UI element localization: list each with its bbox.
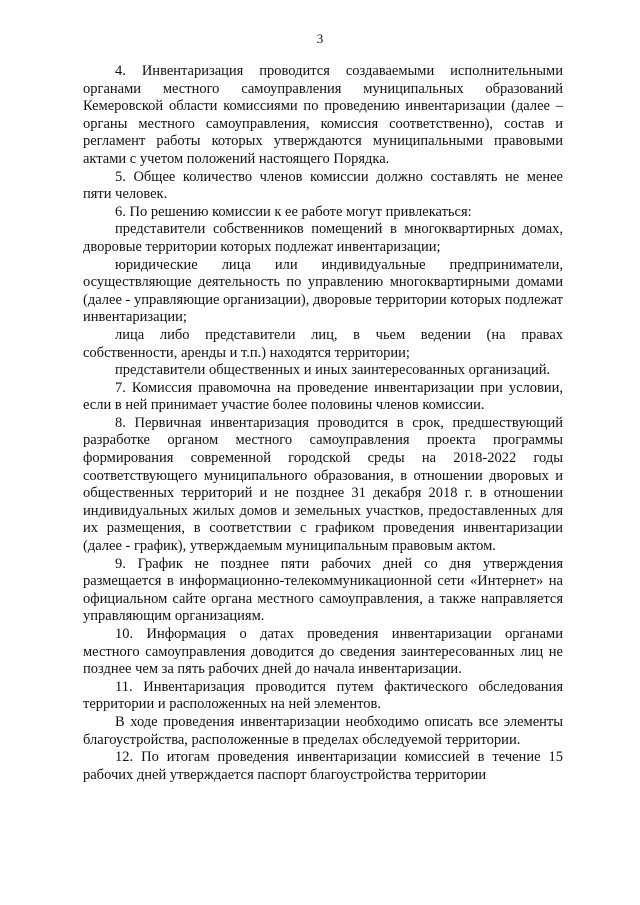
paragraph-9: 9. График не позднее пяти рабочих дней со дня утверждения размещается в информационно-телекоммуникационной сети «Интернет» на официальном сайте органа местного самоуправления, а также направляется управляющим организациям. [83,555,563,625]
list-item-management-organizations: юридические лица или индивидуальные предприниматели, осуществляющие деятельность по управлению многоквартирными домами (далее - управляющие организации), дворовые территории которых подлежат инвентаризации; [83,256,563,326]
paragraph-10: 10. Информация о датах проведения инвентаризации органами местного самоуправления доводится до сведения заинтересованных лиц не позднее чем за пять рабочих дней до начала инвентаризации. [83,626,563,678]
paragraph-7: 7. Комиссия правомочна на проведение инвентаризации при условии, если в ней принимает участие более половины членов комиссии. [83,379,563,414]
list-item-public-organizations: представители общественных и иных заинтересованных организаций. [115,362,551,379]
paragraph-8: 8. Первичная инвентаризация проводится в срок, предшествующий разработке органом местного самоуправления проекта программы формирования современной городской среды на 2018-2022 годы соответствующего муниципального образования, в отношении дворовых и общественных территорий и не позднее 31 декабря 2018 г. в отношении индивидуальных жилых домов и земельных участков, предоставленных для их размещения, в соответствии с графиком проведения инвентаризации (далее - график), утверждаемым муниципальным правовым актом. [83,414,563,555]
list-item-owners: представители собственников помещений в многоквартирных домах, дворовые территории которых подлежат инвентаризации; [83,221,563,255]
paragraph-11-continued: В ходе проведения инвентаризации необходимо описать все элементы благоустройства, расположенные в пределах обследуемой территории. [83,713,563,748]
paragraph-4: 4. Инвентаризация проводится создаваемыми исполнительными органами местного самоуправления муниципальных образований Кемеровской области комиссиями по проведению инвентаризации (далее – органы местного самоуправления, комиссия соответственно), состав и регламент работы которых утверждаются муниципальными правовыми актами с учетом положений настоящего Порядка. [83,63,563,167]
list-item-territory-holders: лица либо представители лиц, в чьем ведении (на правах собственности, аренды и т.п.) находятся территории; [83,326,563,361]
document-body [83,63,563,784]
paragraph-6: 6. По решению комиссии к ее работе могут привлекаться: [115,203,472,220]
paragraph-12: 12. По итогам проведения инвентаризации комиссией в течение 15 рабочих дней утверждается паспорт благоустройства территории [83,749,563,783]
page-number: 3 [316,31,324,46]
paragraph-5: 5. Общее количество членов комиссии должно составлять не менее пяти человек. [83,168,563,203]
paragraph-11: 11. Инвентаризация проводится путем фактического обследования территории и расположенных на ней элементов. [83,678,563,713]
